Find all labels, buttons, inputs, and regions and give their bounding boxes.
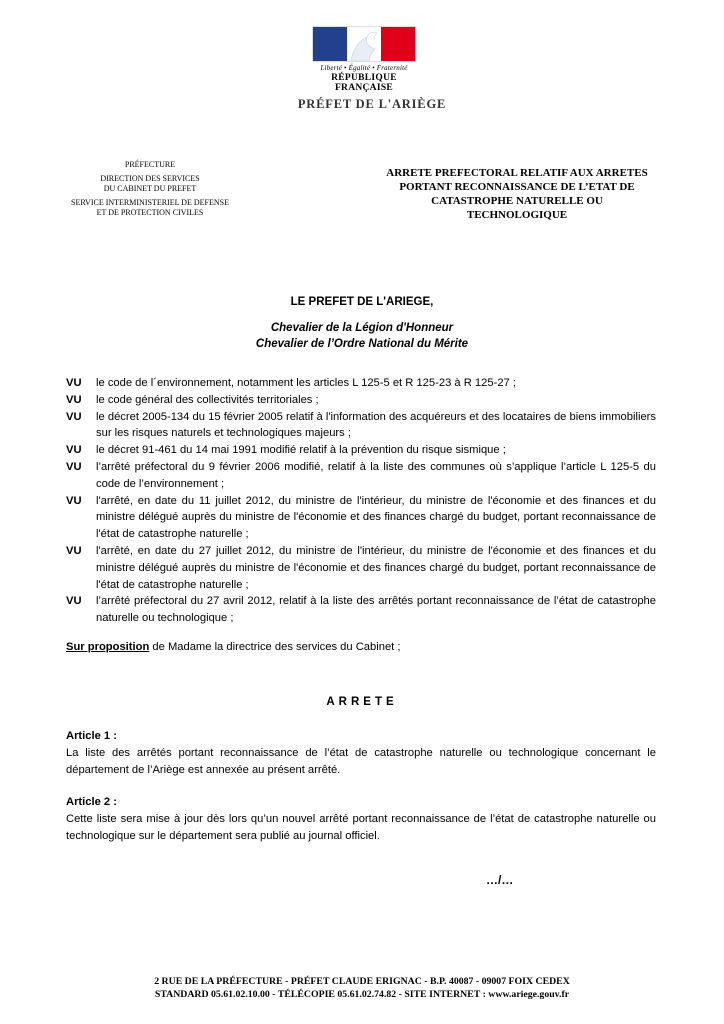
- article-title: Article 1 :: [66, 730, 117, 742]
- authority-honor: Chevalier de la Légion d'Honneur: [270, 322, 454, 334]
- authority-title: LE PREFET DE L'ARIEGE,: [290, 296, 434, 308]
- vu-tag: VU: [66, 544, 82, 557]
- authority-honor: Chevalier de l’Ordre National du Mérite: [255, 338, 469, 350]
- subject-line: CATASTROPHE NATURELLE OU: [431, 195, 603, 207]
- vu-text: l’arrêté préfectoral du 27 avril 2012, relatif à la liste des arrêtés portant reconnaissance de l’état de catastrophe naturelle ou technologique ;: [96, 595, 656, 625]
- vu-text: le code de l´environnement, notamment les articles L 125-5 et R 125-23 à R 125-27 ;: [96, 377, 516, 389]
- subject-line: TECHNOLOGIQUE: [466, 209, 568, 221]
- article-title: Article 2 :: [66, 796, 117, 808]
- vu-item: [66, 409, 656, 443]
- vu-list: [66, 375, 656, 627]
- vu-item: [66, 493, 656, 543]
- vu-text: l'arrêté, en date du 27 juillet 2012, du ministre de l'intérieur, du ministre de l'économie et des finances et du ministre délégué auprès du ministre de l'économie et des finances chargé du budget, portant reconnaissance de l'état de catastrophe naturelle ;: [96, 544, 656, 591]
- vu-text: le code général des collectivités territoriales ;: [96, 393, 319, 406]
- vu-tag: VU: [66, 377, 82, 389]
- footer-address: 2 RUE DE LA PRÉFECTURE - PRÉFET CLAUDE ERIGNAC - B.P. 40087 - 09007 FOIX CEDEX: [154, 976, 570, 987]
- subject-line: PORTANT RECONNAISSANCE DE L’ETAT DE: [399, 181, 635, 193]
- vu-tag: VU: [66, 410, 82, 423]
- vu-text: l'arrêté, en date du 11 juillet 2012, du ministre de l'intérieur, du ministre de l'économie et des finances et du ministre délégué auprès du ministre de l'économie et des finances chargé du budget, portant reconnaissance de l'état de catastrophe naturelle ;: [96, 494, 656, 541]
- vu-item: [66, 543, 656, 593]
- sender-line: PRÉFECTURE: [124, 160, 176, 169]
- sender-block: [40, 160, 260, 218]
- subject-block: [368, 166, 666, 222]
- republic-motto: Liberté • Égalité • Fraternité: [320, 64, 408, 72]
- vu-item: [66, 442, 656, 459]
- vu-item: [66, 375, 656, 392]
- republic-name: RÉPUBLIQUE FRANÇAISE: [331, 73, 397, 93]
- subject-line: ARRETE PREFECTORAL RELATIF AUX ARRETES: [386, 167, 648, 179]
- vu-text: le décret 2005-134 du 15 février 2005 relatif à l'information des acquéreurs et des locataires de biens immobiliers sur les risques naturels et technologiques majeurs ;: [96, 410, 656, 440]
- sender-line: DIRECTION DES SERVICES: [100, 174, 200, 183]
- prefet-title: PRÉFET DE L'ARIÈGE: [297, 97, 447, 111]
- proposal-line: [66, 641, 656, 653]
- vu-text: l’arrêté préfectoral du 9 février 2006 modifié, relatif à la liste des communes où s’applique l’article L 125-5 du code de l’environnement ;: [96, 460, 656, 490]
- footer: [0, 975, 724, 1001]
- arrete-heading: ARRETE: [326, 696, 398, 708]
- continued-marker: …/…: [486, 873, 514, 887]
- vu-tag: VU: [66, 494, 82, 507]
- article-2: [66, 794, 656, 845]
- vu-tag: VU: [66, 444, 82, 457]
- article-1: [66, 728, 656, 779]
- tricolor-flag-icon: [312, 26, 416, 62]
- vu-item: [66, 593, 656, 627]
- sender-line: DU CABINET DU PREFET: [103, 184, 197, 193]
- article-body: La liste des arrêtés portant reconnaissance de l’état de catastrophe naturelle ou technologique concernant le département de l’Ariège est annexée au présent arrêté.: [66, 747, 656, 776]
- proposal-lead: Sur proposition: [66, 641, 150, 653]
- vu-item: [66, 392, 656, 409]
- vu-tag: VU: [66, 393, 82, 406]
- article-body: Cette liste sera mise à jour dès lors qu’un nouvel arrêté portant reconnaissance de l’état de catastrophe naturelle ou technologique sur le département sera publié au journal officiel.: [66, 813, 656, 842]
- vu-item: [66, 459, 656, 493]
- footer-contact: STANDARD 05.61.02.10.00 - TÉLÉCOPIE 05.61.02.74.82 - SITE INTERNET : www.ariege.gouv.fr: [154, 989, 570, 1000]
- proposal-rest: de Madame la directrice des services du Cabinet ;: [149, 641, 401, 653]
- vu-tag: VU: [66, 595, 82, 608]
- authority-block: [0, 296, 724, 352]
- republic-logo: [310, 26, 418, 93]
- vu-tag: VU: [66, 460, 82, 473]
- sender-line: SERVICE INTERMINISTERIEL DE DEFENSE: [71, 198, 229, 207]
- sender-line: ET DE PROTECTION CIVILES: [96, 208, 204, 217]
- vu-text: le décret 91-461 du 14 mai 1991 modifié relatif à la prévention du risque sismique ;: [96, 444, 506, 457]
